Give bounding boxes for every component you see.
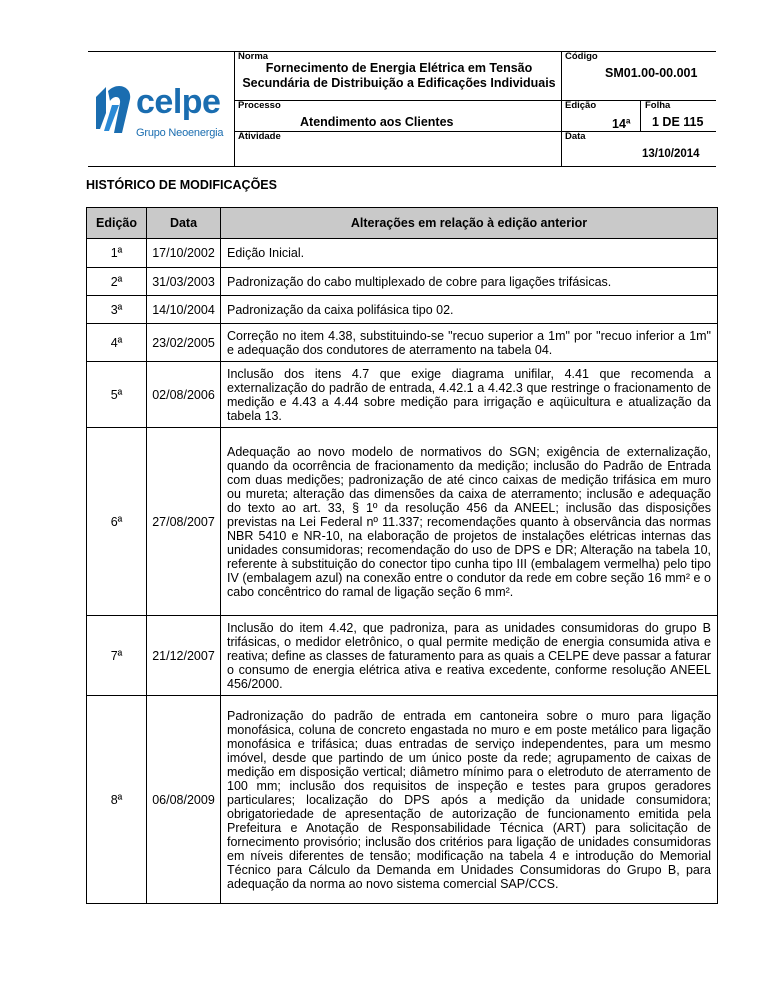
data-cell: 17/10/2002 <box>147 239 221 268</box>
data-cell: 27/08/2007 <box>147 428 221 616</box>
column-header-alteracoes: Alterações em relação à edição anterior <box>221 208 718 239</box>
atividade-label: Atividade <box>238 131 281 142</box>
processo-label: Processo <box>238 100 281 111</box>
processo-value: Atendimento aos Clientes <box>300 115 454 129</box>
column-header-data: Data <box>147 208 221 239</box>
history-table <box>86 207 718 904</box>
data-cell: 21/12/2007 <box>147 616 221 696</box>
edicao-cell: 3ª <box>87 296 147 324</box>
section-title: HISTÓRICO DE MODIFICAÇÕES <box>86 178 277 192</box>
data-value: 13/10/2014 <box>642 148 700 160</box>
celpe-symbol-icon <box>92 83 136 135</box>
table-row <box>87 362 718 428</box>
table-header-row <box>87 208 718 239</box>
data-cell: 02/08/2006 <box>147 362 221 428</box>
logo-wordmark: celpe <box>136 83 221 121</box>
norma-title: Fornecimento de Energia Elétrica em Tensão Secundária de Distribuição a Edificações Individuais <box>242 61 556 90</box>
data-cell: 14/10/2004 <box>147 296 221 324</box>
folha-value: 1 DE 115 <box>652 115 704 129</box>
folha-label: Folha <box>645 100 671 111</box>
table-row <box>87 296 718 324</box>
table-row <box>87 428 718 616</box>
alteracao-cell: Padronização do padrão de entrada em cantoneira sobre o muro para ligação monofásica, coluna de concreto engastada no muro e em poste metálico para ligação monofásica e trifásica; duas entradas de serviço independentes, para um mesmo imóvel, desde que partindo de um único poste da rede; agrupamento de caixas de medição em disposição vertical; diâmetro mínimo para o eletroduto de aterramento de 100 mm; inclusão dos requisitos de inspeção e testes para grupos geradores particulares; localização do DPS após a medição da unidade consumidora; obrigatoriedade de apresentação de autorização de funcionamento emitida pela Prefeitura e Anotação de Responsabilidade Técnica (ART) para solicitação de fornecimento provisório; inclusão dos critérios para ligação de unidades consumidoras em níveis diferentes de tensão; modificação na tabela 4 e introdução do Memorial Técnico para Cálculo da Demanda em Unidades Consumidoras do Grupo B, para adequação da norma ao novo sistema comercial SAP/CCS. <box>221 696 718 904</box>
alteracao-cell: Inclusão do item 4.42, que padroniza, para as unidades consumidoras do grupo B trifásicas, o medidor eletrônico, o qual permite medição de energia consumida ativa e reativa; define as classes de faturamento para as quais a CELPE deve passar a faturar o consumo de energia elétrica ativa e reativa excedente, conforme resolução ANEEL 456/2000. <box>221 616 718 696</box>
table-row <box>87 268 718 296</box>
table-row <box>87 696 718 904</box>
alteracao-cell: Edição Inicial. <box>221 239 718 268</box>
data-label: Data <box>565 131 586 142</box>
edicao-cell: 8ª <box>87 696 147 904</box>
logo-subtitle: Grupo Neoenergia <box>136 127 224 139</box>
data-cell: 31/03/2003 <box>147 268 221 296</box>
alteracao-cell: Adequação ao novo modelo de normativos do SGN; exigência de externalização, quando da ocorrência de fracionamento da medição; inclusão do Padrão de Entrada com duas medições; padronização de até cinco caixas de medição trifásica em muro ou mureta; alteração das dimensões da caixa de aterramento; inclusão e adequação do texto ao art. 33, § 1º da resolução 456 da ANEEL; inclusão das disposições previstas na Lei Federal nº 11.337; recomendações quanto à observância das normas NBR 5410 e NR-10, na elaboração de projetos de instalações elétricas internas das unidades consumidoras; recomendação do uso de DPS e DR; Alteração na tabela 10, referente à substituição do conector tipo cunha tipo III (embalagem vermelha) pelo tipo IV (embalagem azul) na conexão entre o condutor da rede em cobre seção 16 mm² e o cabo concêntrico do ramal de ligação seção 6 mm². <box>221 428 718 616</box>
alteracao-cell: Padronização do cabo multiplexado de cobre para ligações trifásicas. <box>221 268 718 296</box>
data-cell: 23/02/2005 <box>147 324 221 362</box>
table-row <box>87 239 718 268</box>
edicao-cell: 5ª <box>87 362 147 428</box>
column-header-edicao: Edição <box>87 208 147 239</box>
norma-label: Norma <box>238 51 269 62</box>
edicao-cell: 1ª <box>87 239 147 268</box>
alteracao-cell: Padronização da caixa polifásica tipo 02. <box>221 296 718 324</box>
table-row <box>87 616 718 696</box>
codigo-value: SM01.00-00.001 <box>605 66 698 80</box>
edicao-value: 14ª <box>612 117 631 131</box>
celpe-logo <box>92 83 242 143</box>
edicao-cell: 2ª <box>87 268 147 296</box>
alteracao-cell: Correção no item 4.38, substituindo-se "recuo superior a 1m" por "recuo inferior a 1m" e adequação dos condutores de aterramento na tabela 04. <box>221 324 718 362</box>
codigo-label: Código <box>565 51 598 62</box>
alteracao-cell: Inclusão dos itens 4.7 que exige diagrama unifilar, 4.41 que recomenda a externalização do padrão de entrada, 4.42.1 a 4.42.3 que restringe o fracionamento de medição e 4.43 a 4.44 sobre medição para irrigação e aqüicultura e atualização da tabela 13. <box>221 362 718 428</box>
data-cell: 06/08/2009 <box>147 696 221 904</box>
edicao-label: Edição <box>565 100 597 111</box>
edicao-cell: 4ª <box>87 324 147 362</box>
edicao-cell: 6ª <box>87 428 147 616</box>
edicao-cell: 7ª <box>87 616 147 696</box>
table-row <box>87 324 718 362</box>
